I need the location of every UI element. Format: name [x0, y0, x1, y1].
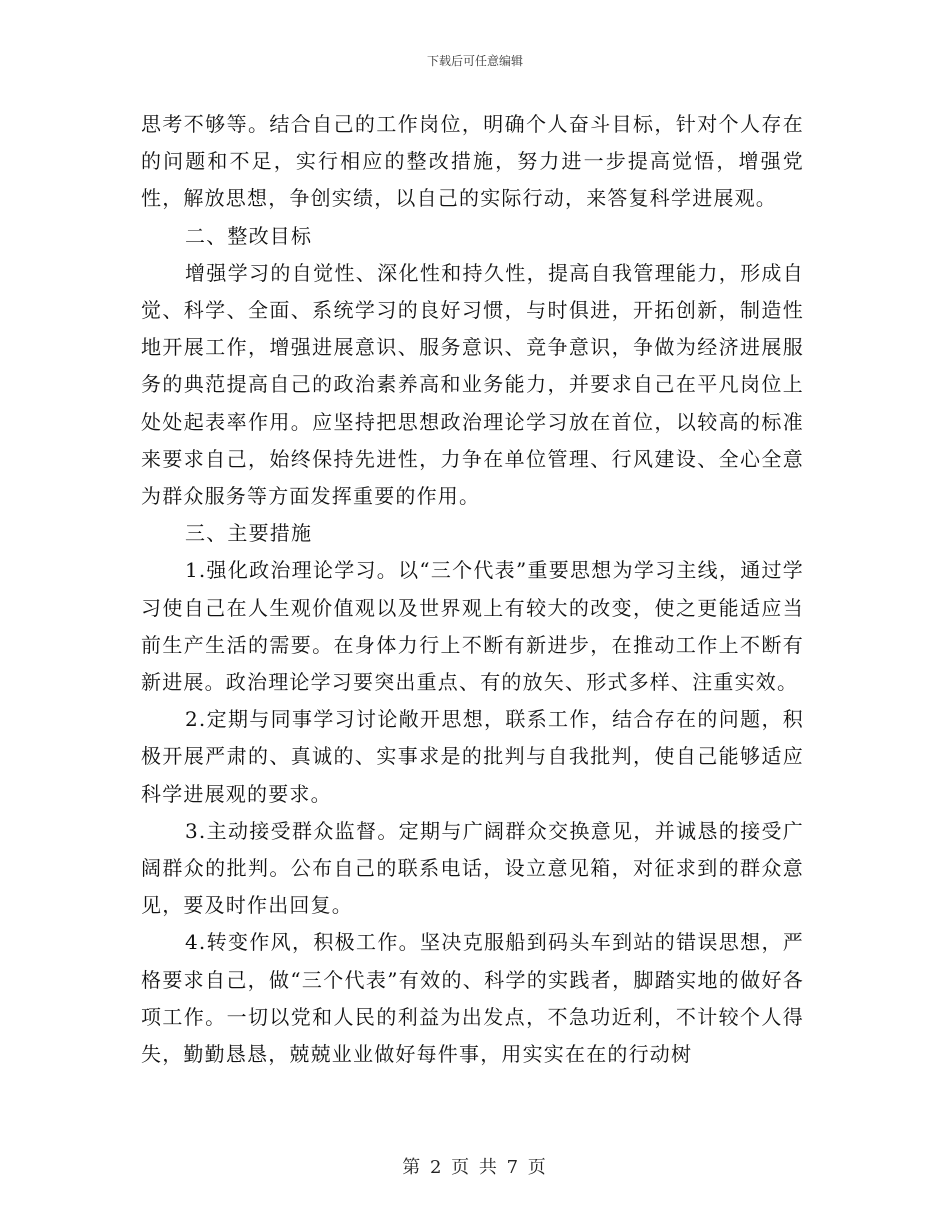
- paragraph-measure-1: 1.强化政治理论学习。以“三个代表”重要思想为学习主线，通过学习使自己在人生观价值观以及世界观上有较大的改变，使之更能适应当前生产生活的需要。在身体力行上不断有新进步，在推动工作上不断有新进展。政治理论学习要突出重点、有的放矢、形式多样、注重实效。: [141, 558, 804, 695]
- paragraph-measure-2: 2.定期与同事学习讨论敞开思想，联系工作，结合存在的问题，积极开展严肃的、真诚的、实事求是的批判与自我批判，使自己能够适应科学进展观的要求。: [141, 707, 804, 806]
- paragraph-measure-4: 4.转变作风，积极工作。坚决克服船到码头车到站的错误思想，严格要求自己，做“三个代表”有效的、科学的实践者，脚踏实地的做好各项工作。一切以党和人民的利益为出发点，不急功近利，不计较个人得失，勤勤恳恳，兢兢业业做好每件事，用实实在在的行动树: [141, 930, 804, 1067]
- document-body: [141, 106, 804, 1073]
- page-header-note: 下载后可任意编辑: [426, 54, 523, 68]
- paragraph-continuation: 思考不够等。结合自己的工作岗位，明确个人奋斗目标，针对个人存在的问题和不足，实行相应的整改措施，努力进一步提高觉悟，增强党性，解放思想，争创实绩，以自己的实际行动，来答复科学进展观。: [141, 112, 804, 211]
- section-heading-main-measures: 三、主要措施: [185, 521, 313, 546]
- page-number-footer: 第 2 页 共 7 页: [402, 1157, 548, 1178]
- paragraph-measure-3: 3.主动接受群众监督。定期与广阔群众交换意见，并诚恳的接受广阔群众的批判。公布自己的联系电话，设立意见箱，对征求到的群众意见，要及时作出回复。: [141, 818, 804, 918]
- paragraph-goals: 增强学习的自觉性、深化性和持久性，提高自我管理能力，形成自觉、科学、全面、系统学习的良好习惯，与时俱进，开拓创新，制造性地开展工作，增强进展意识、服务意识、竞争意识，争做为经济进展服务的典范提高自己的政治素养高和业务能力，并要求自己在平凡岗位上处处起表率作用。应坚持把思想政治理论学习放在首位，以较高的标准来要求自己，始终保持先进性，力争在单位管理、行风建设、全心全意为群众服务等方面发挥重要的作用。: [141, 260, 804, 509]
- section-heading-rectification-goals: 二、整改目标: [185, 223, 313, 248]
